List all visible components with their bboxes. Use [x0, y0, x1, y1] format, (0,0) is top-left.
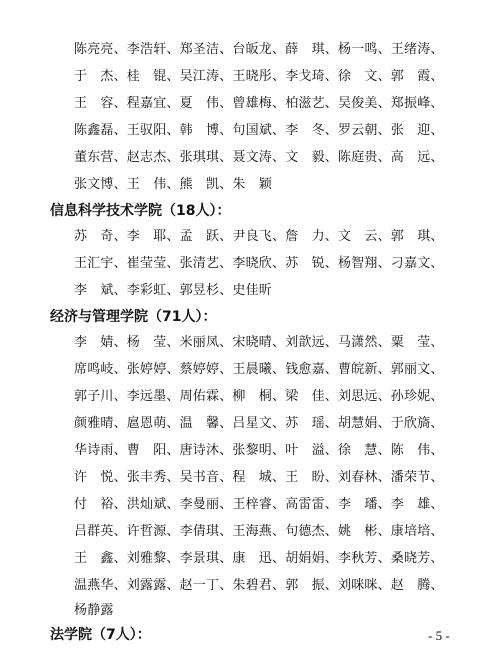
- page-number: - 5 -: [428, 628, 450, 643]
- name-line: 张文博、王 伟、熊 凯、朱 颖: [74, 177, 273, 192]
- name-line: 王汇宇、崔莹莹、张清艺、李晓欣、苏 锐、杨智翔、刁嘉文、: [74, 256, 444, 271]
- section-heading: 法学院（7人）：: [50, 627, 151, 643]
- name-line: 董东营、赵志杰、张琪琪、聂文涛、文 毅、陈庭贵、高 远、: [74, 150, 444, 165]
- name-line: 杨静露: [74, 603, 114, 618]
- name-line: 苏 奇、李 耶、孟 跃、尹良飞、詹 力、文 云、郭 琪、: [74, 229, 444, 244]
- name-line: 温燕华、刘露露、赵一丁、朱碧君、郭 振、刘咪咪、赵 腾、: [74, 578, 444, 593]
- name-line: 颜雅晴、扈恩萌、温 馨、吕星文、苏 瑶、胡慧娟、于欣旖、: [74, 416, 444, 431]
- name-line: 于 杰、桂 锟、吴江涛、王晓彤、李戈琦、徐 文、郭 霞、: [74, 69, 444, 84]
- name-line: 许 悦、张丰秀、吴书音、程 城、王 盼、刘春林、潘荣节、: [74, 470, 444, 485]
- name-line: 付 裕、洪灿斌、李曼丽、王梓睿、高雷雷、李 璠、李 雄、: [74, 497, 444, 512]
- name-line: 李 斌、李彩虹、郭昱杉、史佳昕: [74, 283, 273, 298]
- name-line: 李 婧、杨 莹、米丽凤、宋晓晴、刘歆远、马潇然、粟 莹、: [74, 335, 444, 350]
- name-line: 席鸣岐、张婷婷、蔡婷婷、王晨曦、钱愈嘉、曹皖新、郭丽文、: [74, 362, 444, 377]
- section-heading: 信息科学技术学院（18人）：: [50, 203, 231, 219]
- section-heading: 经济与管理学院（71人）：: [50, 309, 217, 325]
- name-line: 郭子川、李远墨、周佑霖、柳 桐、梁 佳、刘思远、孙珍妮、: [74, 389, 444, 404]
- name-line: 陈鑫磊、王驭阳、韩 博、句国斌、李 冬、罗云朝、张 迎、: [74, 123, 444, 138]
- name-line: 吕群英、许哲源、李倩琪、王海燕、句德杰、姚 彬、康培培、: [74, 524, 444, 539]
- name-line: 华诗雨、曹 阳、唐诗沐、张黎明、叶 溢、徐 慧、陈 伟、: [74, 443, 444, 458]
- name-line: 陈亮亮、李浩轩、郑圣洁、台皈龙、薛 琪、杨一鸣、王绪涛、: [74, 42, 444, 57]
- name-line: 王 鑫、刘雅黎、李景琪、康 迅、胡娟娟、李秋芳、桑晓芳、: [74, 551, 444, 566]
- name-line: 王 容、程嘉宜、夏 伟、曾雄梅、柏滋艺、吴俊美、郑振峰、: [74, 96, 444, 111]
